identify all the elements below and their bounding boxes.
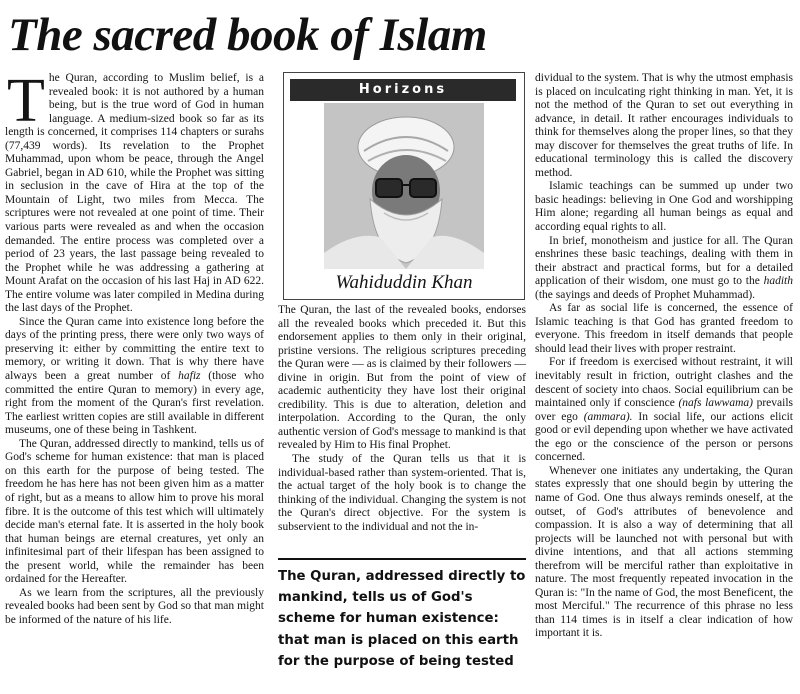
- article-column-1: [5, 67, 264, 627]
- paragraph: As far as social life is concerned, the essence of Islamic teaching is that God has granted freedom to everyone. This freedom in itself demands that people should lead their lives with proper restraint.: [535, 302, 793, 355]
- italic-term: (nafs lawwama): [678, 397, 753, 410]
- author-name: Wahiduddin Khan: [335, 272, 473, 293]
- paragraph-text: (those who committed the entire Quran to memory) in every age, right from the moment of the Quran's first revelation. The earliest written copies are still available in different museums, one of these being in Tashkent.: [5, 370, 264, 437]
- drop-cap: T: [7, 67, 45, 135]
- author-portrait: [324, 103, 484, 269]
- paragraph-text: In social life, our actions elicit good or evil depending upon whether we have activated the ego or the conscience of the person or persons concerned.: [535, 410, 793, 464]
- paragraph: Islamic teachings can be summed up under two basic headings: believing in One God and worshipping Him alone; regarding all human beings as equal and according equal rights to all.: [535, 180, 793, 234]
- author-portrait-image: [324, 103, 484, 269]
- paragraph-text: Since the Quran came into existence long before the days of the printing press, there were only two ways of preserving it: either by committing the entire text to memory, or writing it down. That is why there have always been a great number of: [5, 315, 264, 383]
- paragraph: As we learn from the scriptures, all the previously revealed books had been sent by God so that man might be informed of the nature of his life.: [5, 586, 264, 626]
- italic-term: (ammara).: [583, 410, 633, 423]
- paragraph-text: In brief, monotheism and justice for all. The Quran enshrines these basic teachings, dealing with them in their abstract and practical forms, but for a detailed application of their wisdom, one must go to the: [535, 234, 793, 288]
- paragraph-text: (the sayings and deeds of Prophet Muhammad).: [535, 288, 756, 301]
- paragraph: The Quran, addressed directly to mankind, tells us of God's scheme for human existence: that man is placed on this earth for the purpose of being tested. The freedom he has here has not been given him as a matter of right, but as a means to allow him to prove his moral fibre. It is the outcome of this test which will ultimately decide man's eternal fate. It is asserted in the holy book that human beings are eternal creatures, yet only an infinitesimal part of their lifespan has been assigned to the present world, while the remainder has been ordained for the Hereafter.: [5, 437, 264, 586]
- paragraph-text: he Quran, according to Muslim belief, is a revealed book: it is not authored by a human being, but is the true word of God in human language. A medium-sized book so far as its length is concerned, it comprises 114 chapters or surahs (77,439 words). Its revelation to the Prophet Muhammad, upon whom be peace, through the Angel Gabriel, began in AD 610, while the Prophet was sitting in seclusion in the cave of Hira at the top of the Mountain of Light, two miles from Mecca. The scriptures were not revealed at one point of time. Their various parts were revealed as and when the occasion demanded. The entire process was completed over a period of 23 years, the last passage being revealed to the Prophet while he was addressing a gathering at Mount Arafat on the occasion of his last Haj in AD 622. The entire volume was later compiled in Medina during the last days of the Prophet.: [5, 72, 264, 315]
- paragraph: dividual to the system. That is why the utmost emphasis is placed on inculcating right thinking in man. Yet, it is not the method of the Quran to set out everything in advance, in detail. It rather encourages individuals to think for themselves along the proper lines, so that they may discover for themselves the great truths of life. In educational terminology this is called the discovery method.: [535, 72, 793, 179]
- italic-term: hadith: [763, 275, 793, 288]
- paragraph: [535, 356, 793, 464]
- paragraph-text: For if freedom is exercised without restraint, it will inevitably result in friction, outright clashes and the descent of society into chaos. Social equilibrium can be maintained only if conscience: [535, 356, 793, 410]
- article-column-3: [535, 72, 793, 641]
- section-label: Horizons: [290, 79, 516, 101]
- paragraph: [535, 235, 793, 303]
- pull-quote: The Quran, addressed directly to mankind, tells us of God's scheme for human existence: that man is placed on this earth for the purpose of being tested: [278, 558, 526, 672]
- paragraph: The Quran, the last of the revealed books, endorses all the revealed books which preceded it. But this endorsement applies to them only in their original, pristine versions. The religious scriptures preceding the Quran were — as is claimed by their followers — divine in origin. But from the point of view of academic authenticity they have lost their original credibility. This is due to alteration, deletion and interpolation. According to the Quran, the only authentic version of God's message to mankind is that revealed by Him to His final Prophet.: [278, 304, 526, 452]
- author-photo-box: [283, 72, 525, 300]
- paragraph: [5, 67, 264, 316]
- paragraph: Whenever one initiates any undertaking, the Quran states expressly that one should begin by uttering the name of God. One thus always reminds oneself, at the outset, of God's attributes of benevolence and compassion. It is also a way of determining that all projects will be launched not with personal but with divine intentions, and that all actions stemming therefrom will be merciful rather than exploitative in nature. The most frequently repeated invocation in the Quran is: "In the name of God, the most Beneficent, the most Merciful." The recurrence of this phrase no less than 114 times is in itself a clear indication of how important it is.: [535, 464, 793, 640]
- paragraph: The study of the Quran tells us that it is individual-based rather than system-oriented. That is, the actual target of the holy book is to change the thinking of the individual. Changing the system is not the Quran's direct objective. For the system is subservient to the individual and not the in-: [278, 453, 526, 533]
- paragraph-text: prevails over ego: [535, 397, 793, 423]
- article-column-2: [278, 304, 526, 534]
- italic-term: hafiz: [178, 370, 201, 383]
- headline: The sacred book of Islam: [8, 9, 487, 61]
- paragraph: [5, 316, 264, 438]
